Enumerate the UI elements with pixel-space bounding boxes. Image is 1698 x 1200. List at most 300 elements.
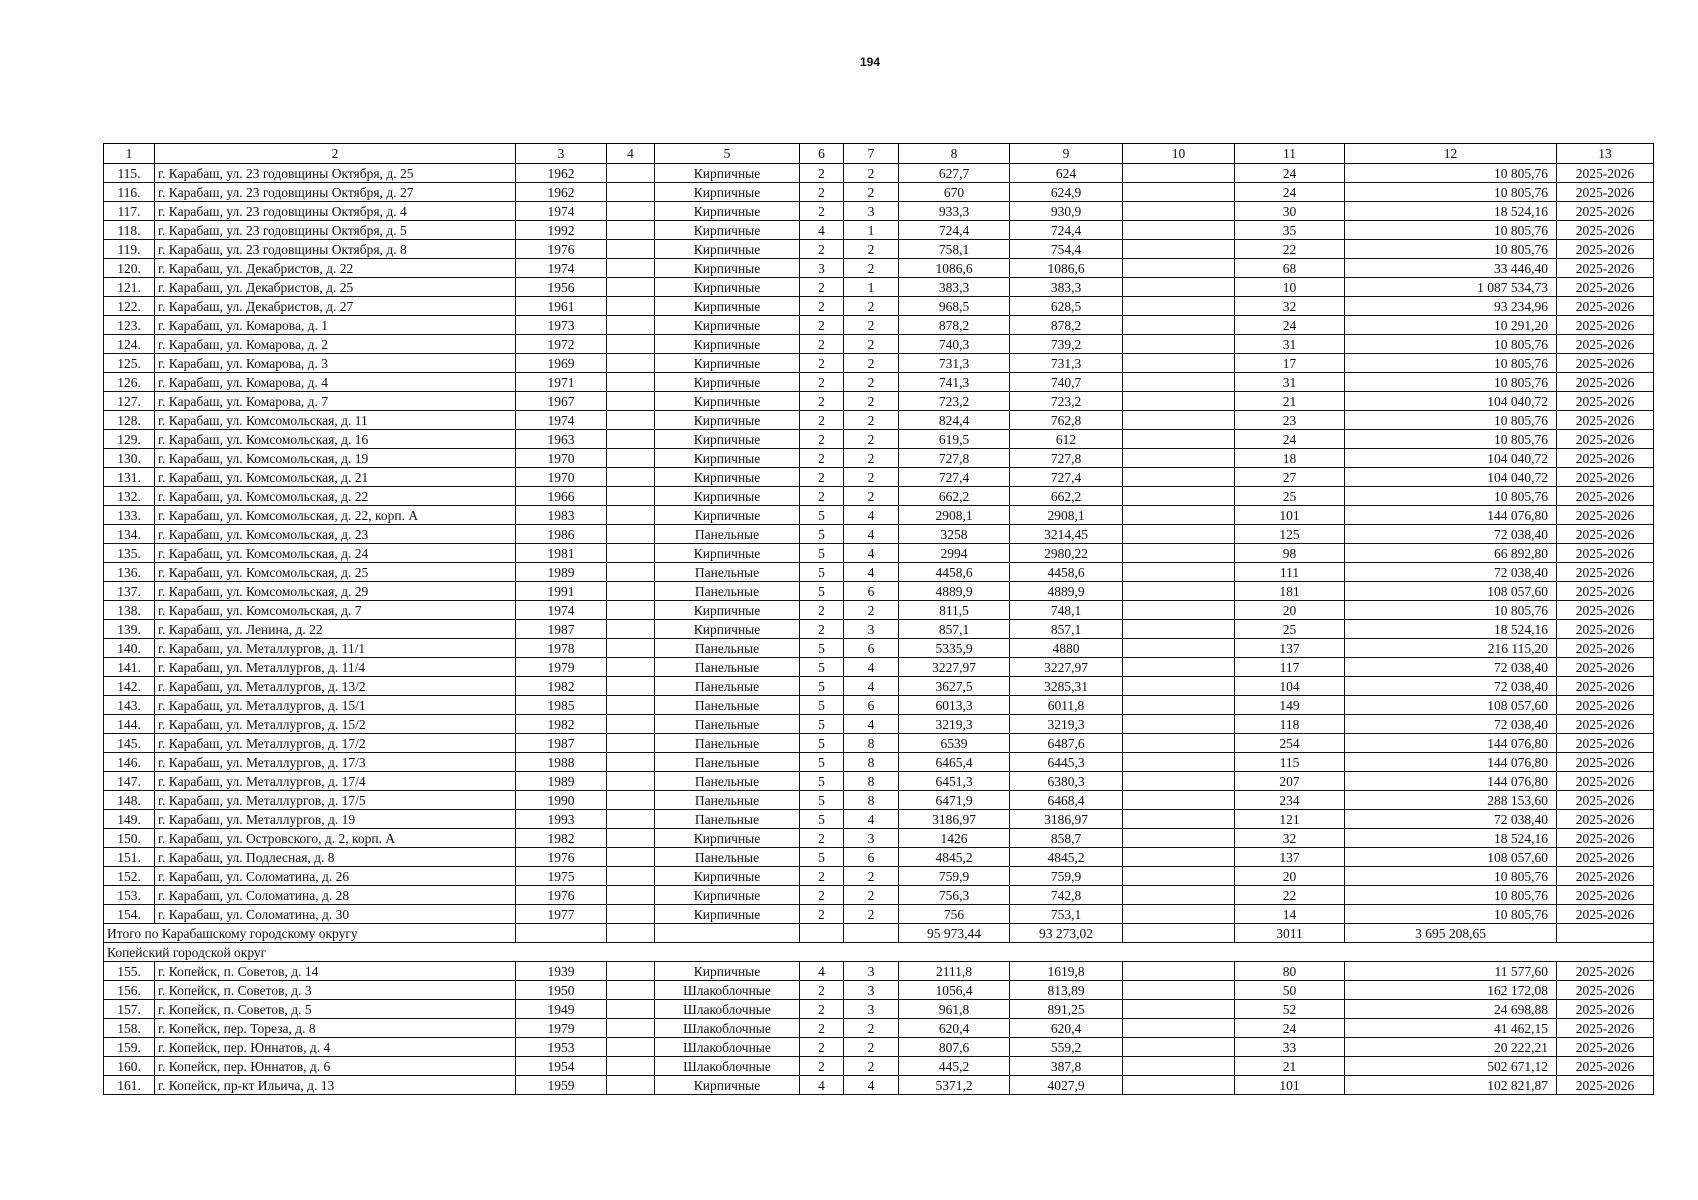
table-cell <box>607 981 655 1000</box>
total-cell <box>1123 924 1235 943</box>
table-row <box>104 677 1654 696</box>
table-cell: 3186,97 <box>899 810 1010 829</box>
table-cell: 2025-2026 <box>1557 468 1654 487</box>
table-cell: 2025-2026 <box>1557 506 1654 525</box>
table-row <box>104 1076 1654 1095</box>
table-cell: г. Карабаш, ул. Комсомольская, д. 22, корп. А <box>155 506 516 525</box>
table-cell: 2 <box>844 373 899 392</box>
table-cell: 2 <box>800 430 844 449</box>
table-cell: 4 <box>800 221 844 240</box>
table-cell: Панельные <box>655 658 800 677</box>
table-cell <box>1123 601 1235 620</box>
table-cell <box>1123 335 1235 354</box>
table-cell: 6471,9 <box>899 791 1010 810</box>
table-cell: г. Карабаш, ул. Металлургов, д. 17/4 <box>155 772 516 791</box>
table-cell: 126. <box>104 373 155 392</box>
table-cell: 2025-2026 <box>1557 354 1654 373</box>
table-cell: 727,8 <box>899 449 1010 468</box>
table-cell: 156. <box>104 981 155 1000</box>
table-cell: 2111,8 <box>899 962 1010 981</box>
table-cell: 1963 <box>516 430 607 449</box>
column-header: 6 <box>800 144 844 164</box>
table-cell: 72 038,40 <box>1345 810 1557 829</box>
table-cell: 2 <box>844 164 899 183</box>
table-cell: 21 <box>1235 1057 1345 1076</box>
table-cell: 2 <box>844 1019 899 1038</box>
table-cell: Кирпичные <box>655 468 800 487</box>
table-cell: 4 <box>844 506 899 525</box>
table-cell <box>607 582 655 601</box>
table-row <box>104 962 1654 981</box>
housing-register-table <box>103 143 1654 1095</box>
table-cell: 21 <box>1235 392 1345 411</box>
table-cell <box>1123 506 1235 525</box>
table-cell: 3214,45 <box>1010 525 1123 544</box>
table-cell: 4889,9 <box>899 582 1010 601</box>
table-cell: 620,4 <box>1010 1019 1123 1038</box>
table-row <box>104 563 1654 582</box>
table-row <box>104 259 1654 278</box>
table-cell <box>1123 221 1235 240</box>
table-row <box>104 886 1654 905</box>
table-cell: 627,7 <box>899 164 1010 183</box>
table-cell <box>1123 677 1235 696</box>
total-row <box>104 924 1654 943</box>
table-cell: 3219,3 <box>1010 715 1123 734</box>
table-cell: 857,1 <box>1010 620 1123 639</box>
table-cell: 31 <box>1235 373 1345 392</box>
table-cell: г. Копейск, пер. Юннатов, д. 4 <box>155 1038 516 1057</box>
table-cell <box>607 772 655 791</box>
table-cell: 6 <box>844 582 899 601</box>
table-row <box>104 278 1654 297</box>
table-cell: 23 <box>1235 411 1345 430</box>
table-cell: Кирпичные <box>655 487 800 506</box>
table-cell <box>1123 886 1235 905</box>
table-cell: г. Карабаш, ул. Комсомольская, д. 7 <box>155 601 516 620</box>
total-cell <box>1557 924 1654 943</box>
table-cell: г. Карабаш, ул. 23 годовщины Октября, д. 4 <box>155 202 516 221</box>
table-row <box>104 221 1654 240</box>
table-cell: 1989 <box>516 772 607 791</box>
table-cell <box>607 316 655 335</box>
table-cell: 104 040,72 <box>1345 449 1557 468</box>
table-cell: 727,4 <box>899 468 1010 487</box>
table-cell: 3 <box>844 620 899 639</box>
table-cell <box>1123 1057 1235 1076</box>
table-row <box>104 487 1654 506</box>
table-cell: 6013,3 <box>899 696 1010 715</box>
table-cell: 124. <box>104 335 155 354</box>
table-cell: 152. <box>104 867 155 886</box>
table-cell <box>1123 753 1235 772</box>
table-cell <box>607 259 655 278</box>
table-row <box>104 392 1654 411</box>
table-cell: 2 <box>800 183 844 202</box>
table-cell: 3227,97 <box>899 658 1010 677</box>
table-cell: г. Карабаш, ул. 23 годовщины Октября, д. 5 <box>155 221 516 240</box>
table-cell: 2 <box>844 1057 899 1076</box>
table-cell: 727,8 <box>1010 449 1123 468</box>
table-cell: г. Карабаш, ул. Комарова, д. 7 <box>155 392 516 411</box>
table-cell <box>1123 297 1235 316</box>
table-cell: 5 <box>800 544 844 563</box>
table-cell: 2025-2026 <box>1557 430 1654 449</box>
table-cell: 891,25 <box>1010 1000 1123 1019</box>
table-cell: 2994 <box>899 544 1010 563</box>
table-cell <box>1123 829 1235 848</box>
table-cell: 878,2 <box>899 316 1010 335</box>
table-cell: 102 821,87 <box>1345 1076 1557 1095</box>
table-cell <box>1123 658 1235 677</box>
table-row <box>104 601 1654 620</box>
table-cell: 5 <box>800 810 844 829</box>
table-cell <box>1123 848 1235 867</box>
table-cell: 72 038,40 <box>1345 525 1557 544</box>
table-cell: 162 172,08 <box>1345 981 1557 1000</box>
table-cell: 118 <box>1235 715 1345 734</box>
table-cell: г. Карабаш, ул. 23 годовщины Октября, д. 8 <box>155 240 516 259</box>
table-row <box>104 449 1654 468</box>
table-cell <box>607 183 655 202</box>
table-cell: 624 <box>1010 164 1123 183</box>
table-cell: 2 <box>844 354 899 373</box>
table-cell: 2025-2026 <box>1557 1019 1654 1038</box>
table-cell: 2025-2026 <box>1557 449 1654 468</box>
table-cell: 2 <box>800 1019 844 1038</box>
table-row <box>104 715 1654 734</box>
table-row <box>104 981 1654 1000</box>
table-cell: 1949 <box>516 1000 607 1019</box>
table-cell: 6465,4 <box>899 753 1010 772</box>
table-cell <box>1123 582 1235 601</box>
table-cell: 2025-2026 <box>1557 544 1654 563</box>
table-cell: 5 <box>800 848 844 867</box>
table-cell <box>607 886 655 905</box>
table-cell <box>1123 449 1235 468</box>
table-cell: 5335,9 <box>899 639 1010 658</box>
table-cell: 2025-2026 <box>1557 734 1654 753</box>
table-cell: 2025-2026 <box>1557 810 1654 829</box>
table-cell: 2980,22 <box>1010 544 1123 563</box>
table-cell <box>607 905 655 924</box>
table-cell: 18 <box>1235 449 1345 468</box>
table-cell: 5 <box>800 677 844 696</box>
table-cell: 753,1 <box>1010 905 1123 924</box>
table-cell: 3 <box>844 1000 899 1019</box>
table-cell: 731,3 <box>899 354 1010 373</box>
table-cell <box>607 620 655 639</box>
table-cell: 2025-2026 <box>1557 183 1654 202</box>
table-row <box>104 696 1654 715</box>
table-cell: 10 805,76 <box>1345 373 1557 392</box>
table-cell: 50 <box>1235 981 1345 1000</box>
table-cell: 146. <box>104 753 155 772</box>
table-row <box>104 202 1654 221</box>
table-cell: Кирпичные <box>655 183 800 202</box>
table-cell: 2 <box>844 183 899 202</box>
table-cell: Панельные <box>655 753 800 772</box>
table-cell: 5 <box>800 639 844 658</box>
table-cell: 2025-2026 <box>1557 905 1654 924</box>
table-cell <box>1123 278 1235 297</box>
table-cell <box>607 506 655 525</box>
table-row <box>104 316 1654 335</box>
table-cell: 811,5 <box>899 601 1010 620</box>
table-cell: 128. <box>104 411 155 430</box>
table-cell: 140. <box>104 639 155 658</box>
table-cell: Панельные <box>655 791 800 810</box>
table-cell: 116. <box>104 183 155 202</box>
table-cell: 4 <box>800 962 844 981</box>
table-cell: 160. <box>104 1057 155 1076</box>
table-row <box>104 506 1654 525</box>
table-cell <box>607 240 655 259</box>
table-cell: 115 <box>1235 753 1345 772</box>
table-cell: 742,8 <box>1010 886 1123 905</box>
table-cell: 1990 <box>516 791 607 810</box>
table-cell: 2 <box>844 905 899 924</box>
table-cell: 122. <box>104 297 155 316</box>
table-cell: 234 <box>1235 791 1345 810</box>
table-cell: 5 <box>800 753 844 772</box>
table-cell <box>1123 183 1235 202</box>
table-cell: Кирпичные <box>655 1076 800 1095</box>
table-cell: Кирпичные <box>655 601 800 620</box>
table-cell <box>607 411 655 430</box>
table-cell: 1989 <box>516 563 607 582</box>
table-row <box>104 582 1654 601</box>
table-cell <box>607 373 655 392</box>
table-row <box>104 658 1654 677</box>
table-cell: 125 <box>1235 525 1345 544</box>
table-cell: 3 <box>844 981 899 1000</box>
table-cell: 111 <box>1235 563 1345 582</box>
table-cell <box>607 335 655 354</box>
table-cell: 1982 <box>516 715 607 734</box>
table-cell: 383,3 <box>899 278 1010 297</box>
table-cell: 22 <box>1235 886 1345 905</box>
table-cell: 1966 <box>516 487 607 506</box>
table-cell <box>607 392 655 411</box>
table-cell: 1967 <box>516 392 607 411</box>
table-cell: Панельные <box>655 639 800 658</box>
table-cell: 144 076,80 <box>1345 506 1557 525</box>
table-cell: 2025-2026 <box>1557 696 1654 715</box>
table-cell: 813,89 <box>1010 981 1123 1000</box>
table-cell: 120. <box>104 259 155 278</box>
table-cell: 933,3 <box>899 202 1010 221</box>
column-header: 2 <box>155 144 516 164</box>
table-cell: 2025-2026 <box>1557 221 1654 240</box>
table-cell: 159. <box>104 1038 155 1057</box>
column-header: 11 <box>1235 144 1345 164</box>
table-cell <box>1123 639 1235 658</box>
table-cell: 10 291,20 <box>1345 316 1557 335</box>
table-cell: 10 805,76 <box>1345 601 1557 620</box>
table-cell: 2025-2026 <box>1557 962 1654 981</box>
table-cell: 17 <box>1235 354 1345 373</box>
table-cell: 72 038,40 <box>1345 563 1557 582</box>
table-cell: г. Карабаш, ул. Комсомольская, д. 21 <box>155 468 516 487</box>
table-cell: 150. <box>104 829 155 848</box>
table-cell: Кирпичные <box>655 240 800 259</box>
table-cell: 756 <box>899 905 1010 924</box>
table-cell: 2 <box>800 449 844 468</box>
table-cell: 748,1 <box>1010 601 1123 620</box>
table-cell <box>1123 316 1235 335</box>
table-cell <box>607 563 655 582</box>
table-row <box>104 164 1654 183</box>
table-cell: 2025-2026 <box>1557 202 1654 221</box>
table-cell <box>1123 1076 1235 1095</box>
table-cell: 3285,31 <box>1010 677 1123 696</box>
table-cell: 1962 <box>516 164 607 183</box>
table-cell: 3258 <box>899 525 1010 544</box>
total-cell <box>607 924 655 943</box>
table-cell: 10 805,76 <box>1345 905 1557 924</box>
table-cell: 2025-2026 <box>1557 316 1654 335</box>
table-cell: 8 <box>844 791 899 810</box>
table-cell: 24 <box>1235 164 1345 183</box>
table-cell: 824,4 <box>899 411 1010 430</box>
table-cell: 961,8 <box>899 1000 1010 1019</box>
table-cell: 5 <box>800 658 844 677</box>
table-cell: 662,2 <box>899 487 1010 506</box>
table-cell <box>1123 1038 1235 1057</box>
table-cell: 72 038,40 <box>1345 677 1557 696</box>
table-cell <box>607 487 655 506</box>
table-cell: 758,1 <box>899 240 1010 259</box>
table-cell <box>607 791 655 810</box>
table-cell: Шлакоблочные <box>655 981 800 1000</box>
table-cell: 2025-2026 <box>1557 715 1654 734</box>
table-cell: 4 <box>844 677 899 696</box>
table-cell <box>1123 772 1235 791</box>
total-cell: Итого по Карабашскому городскому округу <box>104 924 516 943</box>
table-cell: г. Карабаш, ул. Комсомольская, д. 19 <box>155 449 516 468</box>
table-cell: 1 <box>844 221 899 240</box>
table-cell: 724,4 <box>1010 221 1123 240</box>
table-cell: 2 <box>800 411 844 430</box>
table-cell <box>607 715 655 734</box>
table-cell: 1974 <box>516 411 607 430</box>
table-cell: 31 <box>1235 335 1345 354</box>
table-cell: Кирпичные <box>655 829 800 848</box>
table-cell <box>607 810 655 829</box>
table-cell <box>607 1076 655 1095</box>
table-cell: 10 805,76 <box>1345 335 1557 354</box>
table-cell: 759,9 <box>1010 867 1123 886</box>
column-header: 13 <box>1557 144 1654 164</box>
table-cell <box>1123 734 1235 753</box>
column-header: 9 <box>1010 144 1123 164</box>
table-cell: 1982 <box>516 829 607 848</box>
table-cell: 6451,3 <box>899 772 1010 791</box>
table-row <box>104 430 1654 449</box>
total-cell <box>844 924 899 943</box>
table-cell: 1979 <box>516 1019 607 1038</box>
table-cell: 4 <box>844 563 899 582</box>
table-cell: 4 <box>844 544 899 563</box>
table-row <box>104 734 1654 753</box>
table-cell: 108 057,60 <box>1345 696 1557 715</box>
table-cell: 2025-2026 <box>1557 867 1654 886</box>
table-cell: 619,5 <box>899 430 1010 449</box>
table-cell <box>1123 563 1235 582</box>
table-cell: 104 <box>1235 677 1345 696</box>
table-cell: 2 <box>844 392 899 411</box>
table-cell: 155. <box>104 962 155 981</box>
table-cell: 3 <box>844 202 899 221</box>
table-cell: г. Карабаш, ул. Комарова, д. 4 <box>155 373 516 392</box>
table-cell: 559,2 <box>1010 1038 1123 1057</box>
table-cell <box>1123 810 1235 829</box>
table-cell: 1993 <box>516 810 607 829</box>
table-cell: 149 <box>1235 696 1345 715</box>
table-cell <box>1123 962 1235 981</box>
column-header: 7 <box>844 144 899 164</box>
table-cell: 1954 <box>516 1057 607 1076</box>
table-cell: 5 <box>800 696 844 715</box>
table-cell: 2 <box>800 202 844 221</box>
table-cell: 181 <box>1235 582 1345 601</box>
table-cell: 141. <box>104 658 155 677</box>
table-cell: 10 805,76 <box>1345 164 1557 183</box>
table-row <box>104 411 1654 430</box>
table-cell: 135. <box>104 544 155 563</box>
table-cell: 2908,1 <box>1010 506 1123 525</box>
table-row <box>104 829 1654 848</box>
table-cell: 148. <box>104 791 155 810</box>
column-header: 12 <box>1345 144 1557 164</box>
table-cell: 857,1 <box>899 620 1010 639</box>
table-cell: Кирпичные <box>655 411 800 430</box>
table-cell: 1970 <box>516 449 607 468</box>
table-cell: 6011,8 <box>1010 696 1123 715</box>
table-cell: 1086,6 <box>1010 259 1123 278</box>
table-cell: г. Карабаш, ул. Комсомольская, д. 24 <box>155 544 516 563</box>
table-cell <box>607 848 655 867</box>
table-row <box>104 810 1654 829</box>
table-cell: 2025-2026 <box>1557 164 1654 183</box>
table-cell <box>1123 411 1235 430</box>
table-cell: 1977 <box>516 905 607 924</box>
table-cell: 121. <box>104 278 155 297</box>
table-cell: 123. <box>104 316 155 335</box>
table-cell: 2025-2026 <box>1557 240 1654 259</box>
table-cell: 1971 <box>516 373 607 392</box>
table-cell: 1986 <box>516 525 607 544</box>
table-cell <box>1123 544 1235 563</box>
table-cell <box>1123 487 1235 506</box>
table-cell: 2 <box>844 411 899 430</box>
table-cell: 2 <box>800 487 844 506</box>
table-cell: 2025-2026 <box>1557 259 1654 278</box>
table-cell: 670 <box>899 183 1010 202</box>
column-header: 8 <box>899 144 1010 164</box>
table-cell: 2 <box>844 468 899 487</box>
total-cell: 3 695 208,65 <box>1345 924 1557 943</box>
table-cell: 2 <box>844 316 899 335</box>
table-cell: 2 <box>800 886 844 905</box>
table-cell: 151. <box>104 848 155 867</box>
table-cell: 117 <box>1235 658 1345 677</box>
column-header: 4 <box>607 144 655 164</box>
table-cell: 129. <box>104 430 155 449</box>
table-cell: 66 892,80 <box>1345 544 1557 563</box>
table-cell: 2 <box>800 1000 844 1019</box>
